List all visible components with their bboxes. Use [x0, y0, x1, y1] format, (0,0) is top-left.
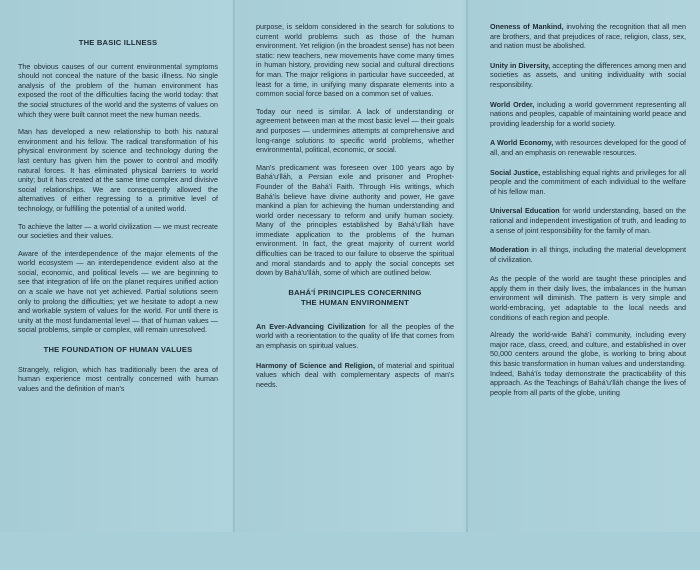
- principle-item: World Order, including a world government representing all nations and peoples, capable of maintaining world peace and providing leadership for a world society.: [490, 99, 686, 128]
- column-right: [490, 0, 686, 554]
- heading-foundation-of-values: THE FOUNDATION OF HUMAN VALUES: [43, 345, 193, 355]
- principle-item: A World Economy, with resources developed for the good of all, and an emphasis on renewable resources.: [490, 138, 686, 157]
- principle-item: Harmony of Science and Religion, of material and spiritual values which deal with complementary aspects of man's needs.: [256, 360, 454, 389]
- heading-bahai-principles: BAHÁ'Í PRINCIPLES CONCERNING THE HUMAN ENVIRONMENT: [288, 287, 422, 307]
- principle-item: Social Justice, establishing equal rights and privileges for all people and the commitment of each individual to the welfare of his fellow man.: [490, 167, 686, 196]
- paragraph: As the people of the world are taught these principles and apply them in their daily lives, the imbalances in the human environment will diminish. The pattern is very simple and world-embracing, yet adaptable to the local needs and conditions of each region and people.: [490, 274, 686, 322]
- principle-item: Unity in Diversity, accepting the differences among men and societies as assets, and uniting individuality with social responsibility.: [490, 60, 686, 89]
- principle-item: Oneness of Mankind, involving the recognition that all men are brothers, and that prejudices of race, religion, class, sex, and nation must be abolished.: [490, 22, 686, 51]
- paragraph: purpose, is seldom considered in the search for solutions to current world problems such as those of the human environment. Yet religion (in the broadest sense) has not been static: new teachers, new movements have come many times in human history, providing new social and cultural directions for man. The major religions in particular have succeeded, at least for a time, in unifying many disparate elements into a common social force based on a common set of values.: [256, 22, 454, 99]
- column-left: [18, 0, 218, 570]
- paragraph: To achieve the latter — a world civilization — we must recreate our societies and their values.: [18, 221, 218, 241]
- paragraph: Aware of the interdependence of the major elements of the world ecosystem — an interdependence evident also at the social, economic, and political levels — we are beginning to see that integration of life on the planet requires unified action on a scale we have not yet achieved. Partial solutions seem only to prolong the difficulties; yet we hesitate to adopt a new and workable system of values for the world. For until there is unity at the most fundamental level — that of human values — social problems, simple or complex, will remain unresolved.: [18, 248, 218, 335]
- fold-line: [233, 0, 235, 532]
- paragraph: Strangely, religion, which has traditionally been the area of human experience most centrally concerned with human values and the definition of man's: [18, 364, 218, 393]
- paragraph: The obvious causes of our current environmental symptoms should not conceal the nature of the basic illness. No single analysis of the problem of the human environment has exposed the root of the difficulties facing the world today: that the social structures of the world and the systems of values on which they were built cannot meet the new human needs.: [18, 61, 218, 119]
- paragraph: Man's predicament was foreseen over 100 years ago by Bahá'u'lláh, a Persian exile and prisoner and Prophet-Founder of the Bahá'í Faith. Through His writings, which Bahá'ís believe have divine authority and power, He gave mankind a plan for achieving the human understanding and world order necessary to reform and unify human society. Many of the principles established by Bahá'u'lláh have immediate application to the problems of the human environment. In fact, the great majority of current world difficulties can be traced to our failure to observe the spiritual and moral standards and to apply the social concepts set down by Bahá'u'lláh, some of which are outlined below.: [256, 162, 454, 278]
- column-middle: [256, 0, 454, 554]
- paragraph: Man has developed a new relationship to both his natural environment and his fellow. The radical transformation of his physical environment by science and technology during the last century has given him the power to control and modify natural forces. It has eliminated physical barriers to world unity; but it has created at the same time complex and divisive social relationships. We are consequently allowed the alternatives of either regressing to a primitive level of technology, or fulfilling the potential of a united world.: [18, 127, 218, 213]
- heading-basic-illness: THE BASIC ILLNESS: [78, 38, 158, 47]
- principle-item: Universal Education for world understanding, based on the rational and independent investigation of truth, and leading to a sense of joint responsibility for the family of man.: [490, 206, 686, 235]
- fold-line: [466, 0, 468, 532]
- principle-item: Moderation in all things, including the material development of civilization.: [490, 245, 686, 264]
- paragraph: Today our need is similar. A lack of understanding or agreement between man at the most basic level — their goals and purposes — undermines attempts at comprehensive and long-range solutions to specific world problems, whether environmental, political, economic, or social.: [256, 106, 454, 155]
- paragraph: Already the world-wide Bahá'í community, including every major race, class, creed, and culture, and established in over 50,000 centers around the globe, is working to bring about this basic transformation in human values and understanding. Indeed, Bahá'ís today demonstrate the practicability of this approach. As the Teachings of Bahá'u'lláh change the lives of people from all parts of the globe, uniting: [490, 330, 686, 397]
- principle-item: An Ever-Advancing Civilization for all the peoples of the world with a reorientation to the quality of life that comes from an emphasis on spiritual values.: [256, 321, 454, 351]
